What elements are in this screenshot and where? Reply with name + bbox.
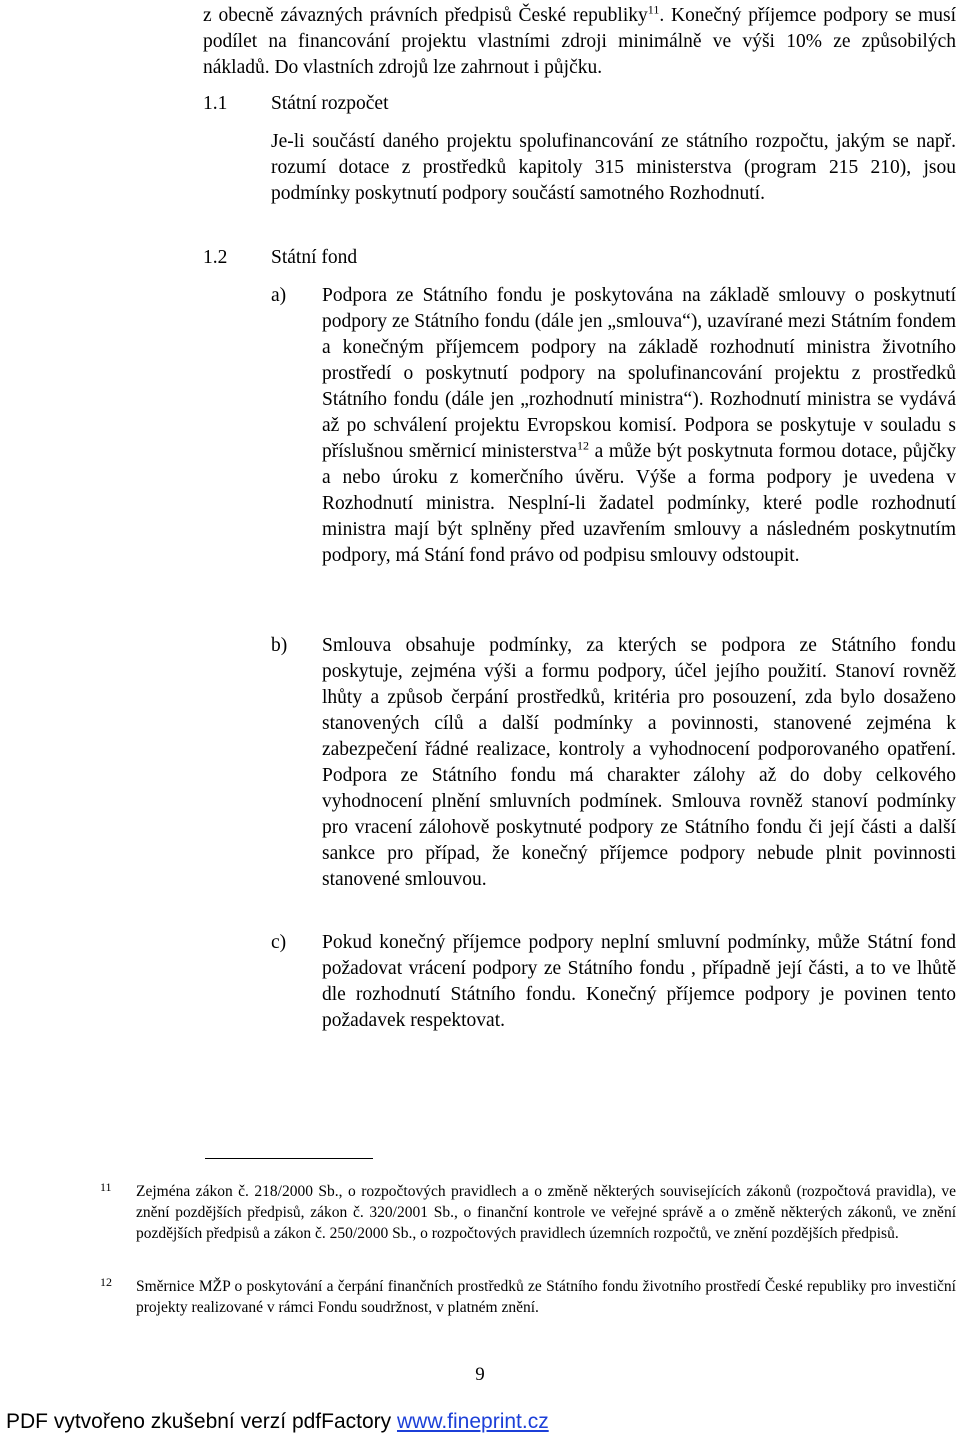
pdf-footer [6,1410,549,1434]
footer-link[interactable]: www.fineprint.cz [396,1410,549,1433]
footnote-ref-12[interactable]: 12 [576,438,589,453]
list-item-text-c: Pokud konečný příjemce podpory neplní smluvní podmínky, může Státní fond požadovat vrácení podpory ze Státního fondu , případně její části, a to ve lhůtě dle rozhodnutí Státního fondu. Konečný příjemce podpory je povinen tento požadavek respektovat. [322,932,956,1031]
list-item-label-a: a) [271,285,287,306]
section-number-1-2: 1.2 [203,247,228,268]
intro-paragraph: z obecně závazných právních předpisů České republiky$^{11}$. Konečný příjemce podpory se musí podílet na financování projektu vlastními zdroji minimálně ve výši 10% ze způsobilých nákladů. Do vlastních zdrojů lze zahrnout i půjčku. [203,2,957,78]
section-body-1-1: Je-li součástí daného projektu spolufinancování ze státního rozpočtu, jakým se např. rozumí dotace z prostředků kapitoly 315 ministerstva (program 215 210), jsou podmínky poskytnutí podpory součástí samotného Rozhodnutí. [271,131,956,204]
footnote-number-12: 12 [100,1275,112,1289]
list-item-text-a: Podpora ze Státního fondu je poskytována na základě smlouvy o poskytnutí podpory ze Státního fondu (dále jen „smlouva“), uzavírané mezi Státním fondem a konečným příjemcem podpory na základě rozhodnutí ministra životního prostředí o poskytnutí podpory na spolufinancování projektu z prostředků Státního fondu (dále jen „rozhodnutí ministra“). Rozhodnutí ministra se vydává až po schválení projektu Evropskou komisí. Podpora se poskytuje v souladu s příslušnou směrnicí ministerstva$^{12}$ a může být poskytnuta formou dotace, půjčky a nebo úroku z komerčního úvěru. Výše a forma podpory je uvedena v Rozhodnutí ministra. Nesplní-li žadatel podmínky, které podle rozhodnutí ministra mají být splněny před uzavřením smlouvy a následném poskytnutím podpory, má Stání fond právo od podpisu smlouvy odstoupit. [322,285,956,566]
list-item-label-b: b) [271,635,288,656]
footnote-ref-11[interactable]: 11 [647,2,660,17]
section-title-1-2: Státní fond [271,247,358,268]
footnote-separator [205,1158,373,1159]
list-item-text-b: Smlouva obsahuje podmínky, za kterých se podpora ze Státního fondu poskytuje, zejména výši a formu podpory, účel jejího použití. Stanoví rovněž lhůty a způsob čerpání prostředků, kritéria pro posouzení, zda bylo dosaženo stanovených cílů a další podmínky a povinnosti, stanovené zejména k zabezpečení řádné realizace, kontroly a vyhodnocení podporovaného opatření. Podpora ze Státního fondu má charakter zálohy až do doby celkového vyhodnocení plnění smluvních podmínek. Smlouva rovněž stanoví podmínky pro vracení zálohově poskytnuté podpory ze Státního fondu či její části a další sankce pro případ, že konečný příjemce podpory nebude plnit povinnosti stanovené smlouvou. [322,635,956,890]
section-number-1-1: 1.1 [203,93,228,114]
section-title-1-1: Státní rozpočet [271,93,389,114]
footer-text: PDF vytvořeno zkušební verzí pdfFactory [6,1410,397,1433]
page-number: 9 [475,1364,485,1385]
footnote-text-11: Zejména zákon č. 218/2000 Sb., o rozpočtových pravidlech a o změně některých souvisejících zákonů (rozpočtová pravidla), ve znění pozdějších předpisů, zákon č. 320/2001 Sb., o finanční kontrole ve veřejné správě a o změně některých zákonů, ve znění pozdějších předpisů a zákon č. 250/2000 Sb., o rozpočtových pravidlech územních rozpočtů, ve znění pozdějších předpisů. [136,1183,956,1242]
list-item-label-c: c) [271,932,287,953]
footnote-text-12: Směrnice MŽP o poskytování a čerpání finančních prostředků ze Státního fondu životního prostředí České republiky pro investiční projekty realizované v rámci Fondu soudržnost, v platném znění. [136,1278,956,1316]
footnote-number-11: 11 [100,1180,112,1194]
